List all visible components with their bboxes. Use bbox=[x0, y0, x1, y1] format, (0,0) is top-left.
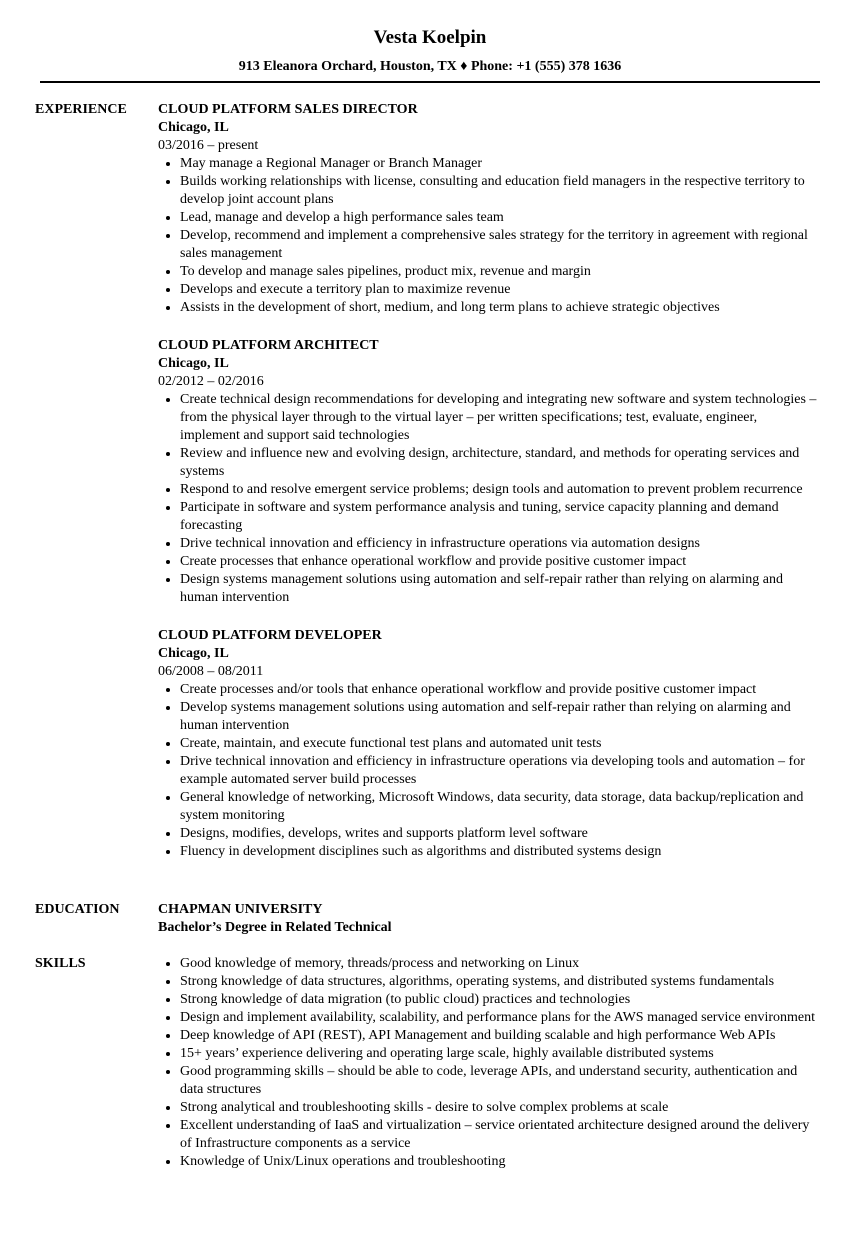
job-location: Chicago, IL bbox=[158, 646, 229, 661]
job-dates: 06/2008 – 08/2011 bbox=[158, 664, 264, 679]
job-location: Chicago, IL bbox=[158, 356, 229, 371]
skills-list bbox=[158, 955, 820, 1171]
job-dates: 02/2012 – 02/2016 bbox=[158, 374, 264, 389]
skill-item: • Good knowledge of memory, threads/process and networking on Linux bbox=[180, 955, 820, 973]
job-bullet: • Create technical design recommendations for developing and integrating new software and system technologies – from the physical layer through to the virtual layer – per written specifications; test, evaluate, engineer, implement and support said technologies bbox=[180, 391, 820, 445]
education-section bbox=[0, 901, 860, 937]
job-bullet: • Design systems management solutions using automation and self-repair rather than relying on alarming and human intervention bbox=[180, 571, 820, 607]
skills-section bbox=[0, 955, 860, 1171]
job-location: Chicago, IL bbox=[158, 120, 229, 135]
skills-body bbox=[158, 955, 860, 1171]
job-entry bbox=[158, 101, 820, 317]
job-bullet: • Respond to and resolve emergent service problems; design tools and automation to prevent problem recurrence bbox=[180, 481, 820, 499]
education-body bbox=[158, 901, 860, 937]
education-degree: Bachelor’s Degree in Related Technical bbox=[158, 920, 392, 935]
job-bullet: • Develop systems management solutions using automation and self-repair rather than relying on alarming and human intervention bbox=[180, 699, 820, 735]
job-bullets bbox=[158, 681, 820, 861]
job-bullet: • Builds working relationships with license, consulting and education field managers in the respective territory to develop joint account plans bbox=[180, 173, 820, 209]
contact-line: 913 Eleanora Orchard, Houston, TX ♦ Phone: +1 (555) 378 1636 bbox=[238, 59, 622, 74]
job-bullets bbox=[158, 391, 820, 607]
skill-item: • Strong knowledge of data structures, algorithms, operating systems, and distributed systems fundamentals bbox=[180, 973, 820, 991]
experience-body bbox=[158, 101, 860, 881]
job-bullet: • General knowledge of networking, Microsoft Windows, data security, data storage, data backup/replication and system monitoring bbox=[180, 789, 820, 825]
experience-section bbox=[0, 101, 860, 881]
job-entry bbox=[158, 627, 820, 861]
job-bullet: • Create, maintain, and execute functional test plans and automated unit tests bbox=[180, 735, 820, 753]
job-bullet: • Assists in the development of short, medium, and long term plans to achieve strategic objectives bbox=[180, 299, 820, 317]
job-bullet: • May manage a Regional Manager or Branch Manager bbox=[180, 155, 820, 173]
job-bullet: • Develops and execute a territory plan to maximize revenue bbox=[180, 281, 820, 299]
job-bullet: • Lead, manage and develop a high performance sales team bbox=[180, 209, 820, 227]
job-bullet: • Create processes and/or tools that enhance operational workflow and provide positive customer impact bbox=[180, 681, 820, 699]
resume-header bbox=[0, 0, 860, 76]
job-bullets bbox=[158, 155, 820, 317]
job-bullet: • Develop, recommend and implement a comprehensive sales strategy for the territory in agreement with regional sales management bbox=[180, 227, 820, 263]
job-bullet: • Fluency in development disciplines such as algorithms and distributed systems design bbox=[180, 843, 820, 861]
job-bullet: • Drive technical innovation and efficiency in infrastructure operations via developing tools and automation – for example automated server build processes bbox=[180, 753, 820, 789]
skill-item: • Strong analytical and troubleshooting skills - desire to solve complex problems at scale bbox=[180, 1099, 820, 1117]
job-bullet: • Participate in software and system performance analysis and tuning, service capacity planning and demand forecasting bbox=[180, 499, 820, 535]
job-bullet: • Review and influence new and evolving design, architecture, standard, and methods for operating services and systems bbox=[180, 445, 820, 481]
job-title: CLOUD PLATFORM SALES DIRECTOR bbox=[158, 102, 418, 117]
header-divider bbox=[40, 81, 820, 83]
job-bullet: • Drive technical innovation and efficiency in infrastructure operations via automation designs bbox=[180, 535, 820, 553]
skill-item: • Deep knowledge of API (REST), API Management and building scalable and high performance Web APIs bbox=[180, 1027, 820, 1045]
job-bullet: • To develop and manage sales pipelines, product mix, revenue and margin bbox=[180, 263, 820, 281]
skill-item: • Excellent understanding of IaaS and virtualization – service orientated architecture designed around the delivery of Infrastructure components as a service bbox=[180, 1117, 820, 1153]
resume-content bbox=[0, 101, 860, 1171]
skill-item: • Design and implement availability, scalability, and performance plans for the AWS managed service environment bbox=[180, 1009, 820, 1027]
job-title: CLOUD PLATFORM DEVELOPER bbox=[158, 628, 382, 643]
skill-item: • Good programming skills – should be able to code, leverage APIs, and understand security, authentication and data structures bbox=[180, 1063, 820, 1099]
job-dates: 03/2016 – present bbox=[158, 138, 259, 153]
education-school: CHAPMAN UNIVERSITY bbox=[158, 902, 323, 917]
job-title: CLOUD PLATFORM ARCHITECT bbox=[158, 338, 379, 353]
skill-item: • Knowledge of Unix/Linux operations and troubleshooting bbox=[180, 1153, 820, 1171]
job-bullet: • Designs, modifies, develops, writes and supports platform level software bbox=[180, 825, 820, 843]
skill-item: • Strong knowledge of data migration (to public cloud) practices and technologies bbox=[180, 991, 820, 1009]
candidate-name: Vesta Koelpin bbox=[373, 27, 487, 48]
skill-item: • 15+ years’ experience delivering and operating large scale, highly available distributed systems bbox=[180, 1045, 820, 1063]
section-label-experience: EXPERIENCE bbox=[35, 102, 127, 117]
job-bullet: • Create processes that enhance operational workflow and provide positive customer impact bbox=[180, 553, 820, 571]
section-label-education: EDUCATION bbox=[35, 902, 120, 917]
section-label-skills: SKILLS bbox=[35, 956, 86, 971]
job-entry bbox=[158, 337, 820, 607]
